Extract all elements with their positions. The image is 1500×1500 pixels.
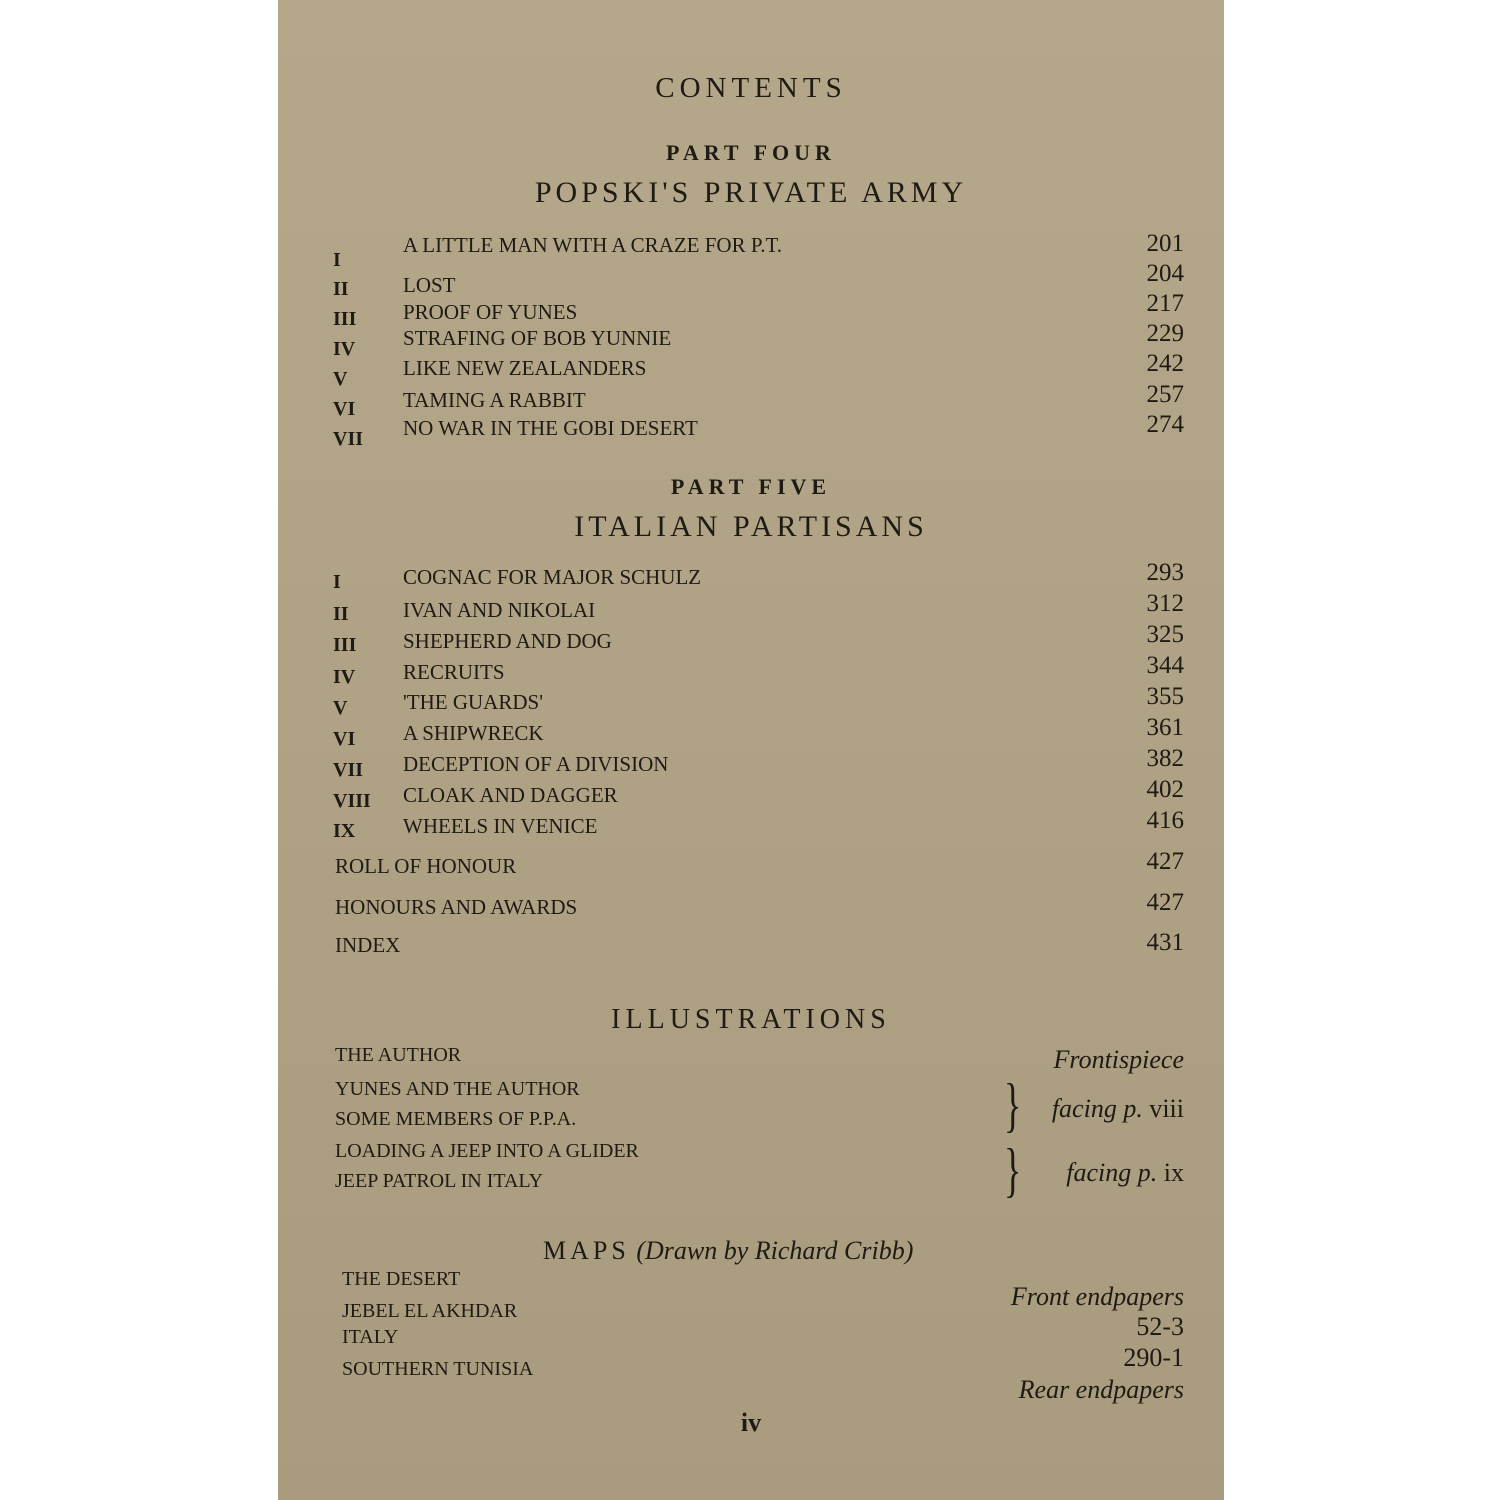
maps-heading: MAPS — [543, 1236, 630, 1265]
part-four-title: POPSKI'S PRIVATE ARMY — [534, 176, 968, 209]
chapter-title: A SHIPWRECK — [403, 721, 544, 745]
chapter-num: VII — [333, 428, 364, 450]
chapter-title: LIKE NEW ZEALANDERS — [403, 356, 647, 380]
chapter-num: I — [333, 249, 341, 271]
chapter-page: 217 — [1146, 290, 1184, 317]
chapter-num: V — [333, 697, 348, 719]
chapter-title: DECEPTION OF A DIVISION — [403, 752, 669, 776]
chapter-title: COGNAC FOR MAJOR SCHULZ — [403, 565, 702, 589]
page-number: iv — [740, 1408, 762, 1437]
chapter-num: VI — [333, 398, 356, 420]
maps-heading-line — [543, 1236, 913, 1266]
chapter-num: VII — [333, 759, 364, 781]
chapter-page: 402 — [1146, 776, 1184, 803]
illustration-item: SOME MEMBERS OF P.P.A. — [335, 1108, 577, 1130]
chapter-page: 229 — [1146, 320, 1184, 347]
chapter-num: V — [333, 368, 348, 390]
chapter-title: CLOAK AND DAGGER — [403, 783, 618, 807]
chapter-page: 416 — [1146, 807, 1184, 834]
chapter-title: STRAFING OF BOB YUNNIE — [403, 326, 672, 350]
illustration-item: JEEP PATROL IN ITALY — [335, 1170, 544, 1192]
chapter-num: VIII — [333, 790, 371, 812]
chapter-page: 257 — [1146, 381, 1184, 408]
brace-icon: } — [1004, 1072, 1022, 1138]
back-matter-title: INDEX — [335, 933, 401, 957]
frontispiece-label: Frontispiece — [1053, 1045, 1184, 1074]
back-matter-page: 427 — [1146, 848, 1184, 875]
facing-page-viii: facing p. viii — [1051, 1094, 1184, 1123]
chapter-page: 293 — [1146, 559, 1184, 586]
chapter-page: 274 — [1146, 411, 1184, 438]
map-page: 52-3 — [1136, 1312, 1184, 1341]
brace-icon: } — [1004, 1137, 1022, 1203]
chapter-num: VI — [333, 728, 356, 750]
chapter-page: 382 — [1146, 745, 1184, 772]
contents-heading: CONTENTS — [655, 72, 847, 104]
map-page: Rear endpapers — [1018, 1375, 1184, 1404]
chapter-title: 'THE GUARDS' — [403, 690, 543, 714]
chapter-title: PROOF OF YUNES — [403, 300, 578, 324]
part-four-label: PART FOUR — [666, 140, 836, 165]
map-page: 290-1 — [1123, 1343, 1184, 1372]
chapter-num: II — [333, 603, 349, 625]
chapter-num: III — [333, 308, 357, 330]
chapter-title: NO WAR IN THE GOBI DESERT — [403, 416, 698, 440]
chapter-num: I — [333, 571, 341, 593]
map-title: ITALY — [342, 1326, 399, 1348]
chapter-title: LOST — [403, 273, 456, 297]
book-page — [278, 0, 1224, 1500]
chapter-title: TAMING A RABBIT — [403, 388, 586, 412]
map-page: Front endpapers — [1010, 1282, 1184, 1311]
chapter-num: III — [333, 634, 357, 656]
back-matter-title: ROLL OF HONOUR — [335, 854, 517, 878]
illustration-item: LOADING A JEEP INTO A GLIDER — [335, 1140, 639, 1162]
chapter-page: 361 — [1146, 714, 1184, 741]
back-matter-page: 431 — [1146, 929, 1184, 956]
map-title: THE DESERT — [342, 1268, 461, 1290]
chapter-title: RECRUITS — [403, 660, 505, 684]
chapter-title: WHEELS IN VENICE — [403, 814, 598, 838]
illustrations-heading: ILLUSTRATIONS — [611, 1004, 891, 1035]
map-title: SOUTHERN TUNISIA — [342, 1358, 534, 1380]
chapter-page: 312 — [1146, 590, 1184, 617]
facing-page-ix: facing p. ix — [1066, 1158, 1184, 1187]
back-matter-title: HONOURS AND AWARDS — [335, 895, 578, 919]
chapter-num: II — [333, 278, 349, 300]
chapter-title: A LITTLE MAN WITH A CRAZE FOR P.T. — [403, 233, 782, 257]
chapter-page: 201 — [1146, 230, 1184, 257]
illustration-item: YUNES AND THE AUTHOR — [335, 1078, 580, 1100]
chapter-page: 242 — [1146, 350, 1184, 377]
chapter-page: 204 — [1146, 260, 1184, 287]
maps-credit: (Drawn by Richard Cribb) — [636, 1236, 914, 1265]
chapter-page: 344 — [1146, 652, 1184, 679]
map-title: JEBEL EL AKHDAR — [342, 1300, 518, 1322]
chapter-title: SHEPHERD AND DOG — [403, 629, 612, 653]
chapter-num: IV — [333, 338, 356, 360]
chapter-page: 355 — [1146, 683, 1184, 710]
chapter-num: IX — [333, 820, 356, 842]
back-matter-page: 427 — [1146, 889, 1184, 916]
chapter-num: IV — [333, 666, 356, 688]
illustration-item: THE AUTHOR — [335, 1044, 462, 1066]
part-five-label: PART FIVE — [670, 474, 832, 499]
chapter-title: IVAN AND NIKOLAI — [403, 598, 596, 622]
part-five-title: ITALIAN PARTISANS — [574, 510, 928, 543]
chapter-page: 325 — [1146, 621, 1184, 648]
